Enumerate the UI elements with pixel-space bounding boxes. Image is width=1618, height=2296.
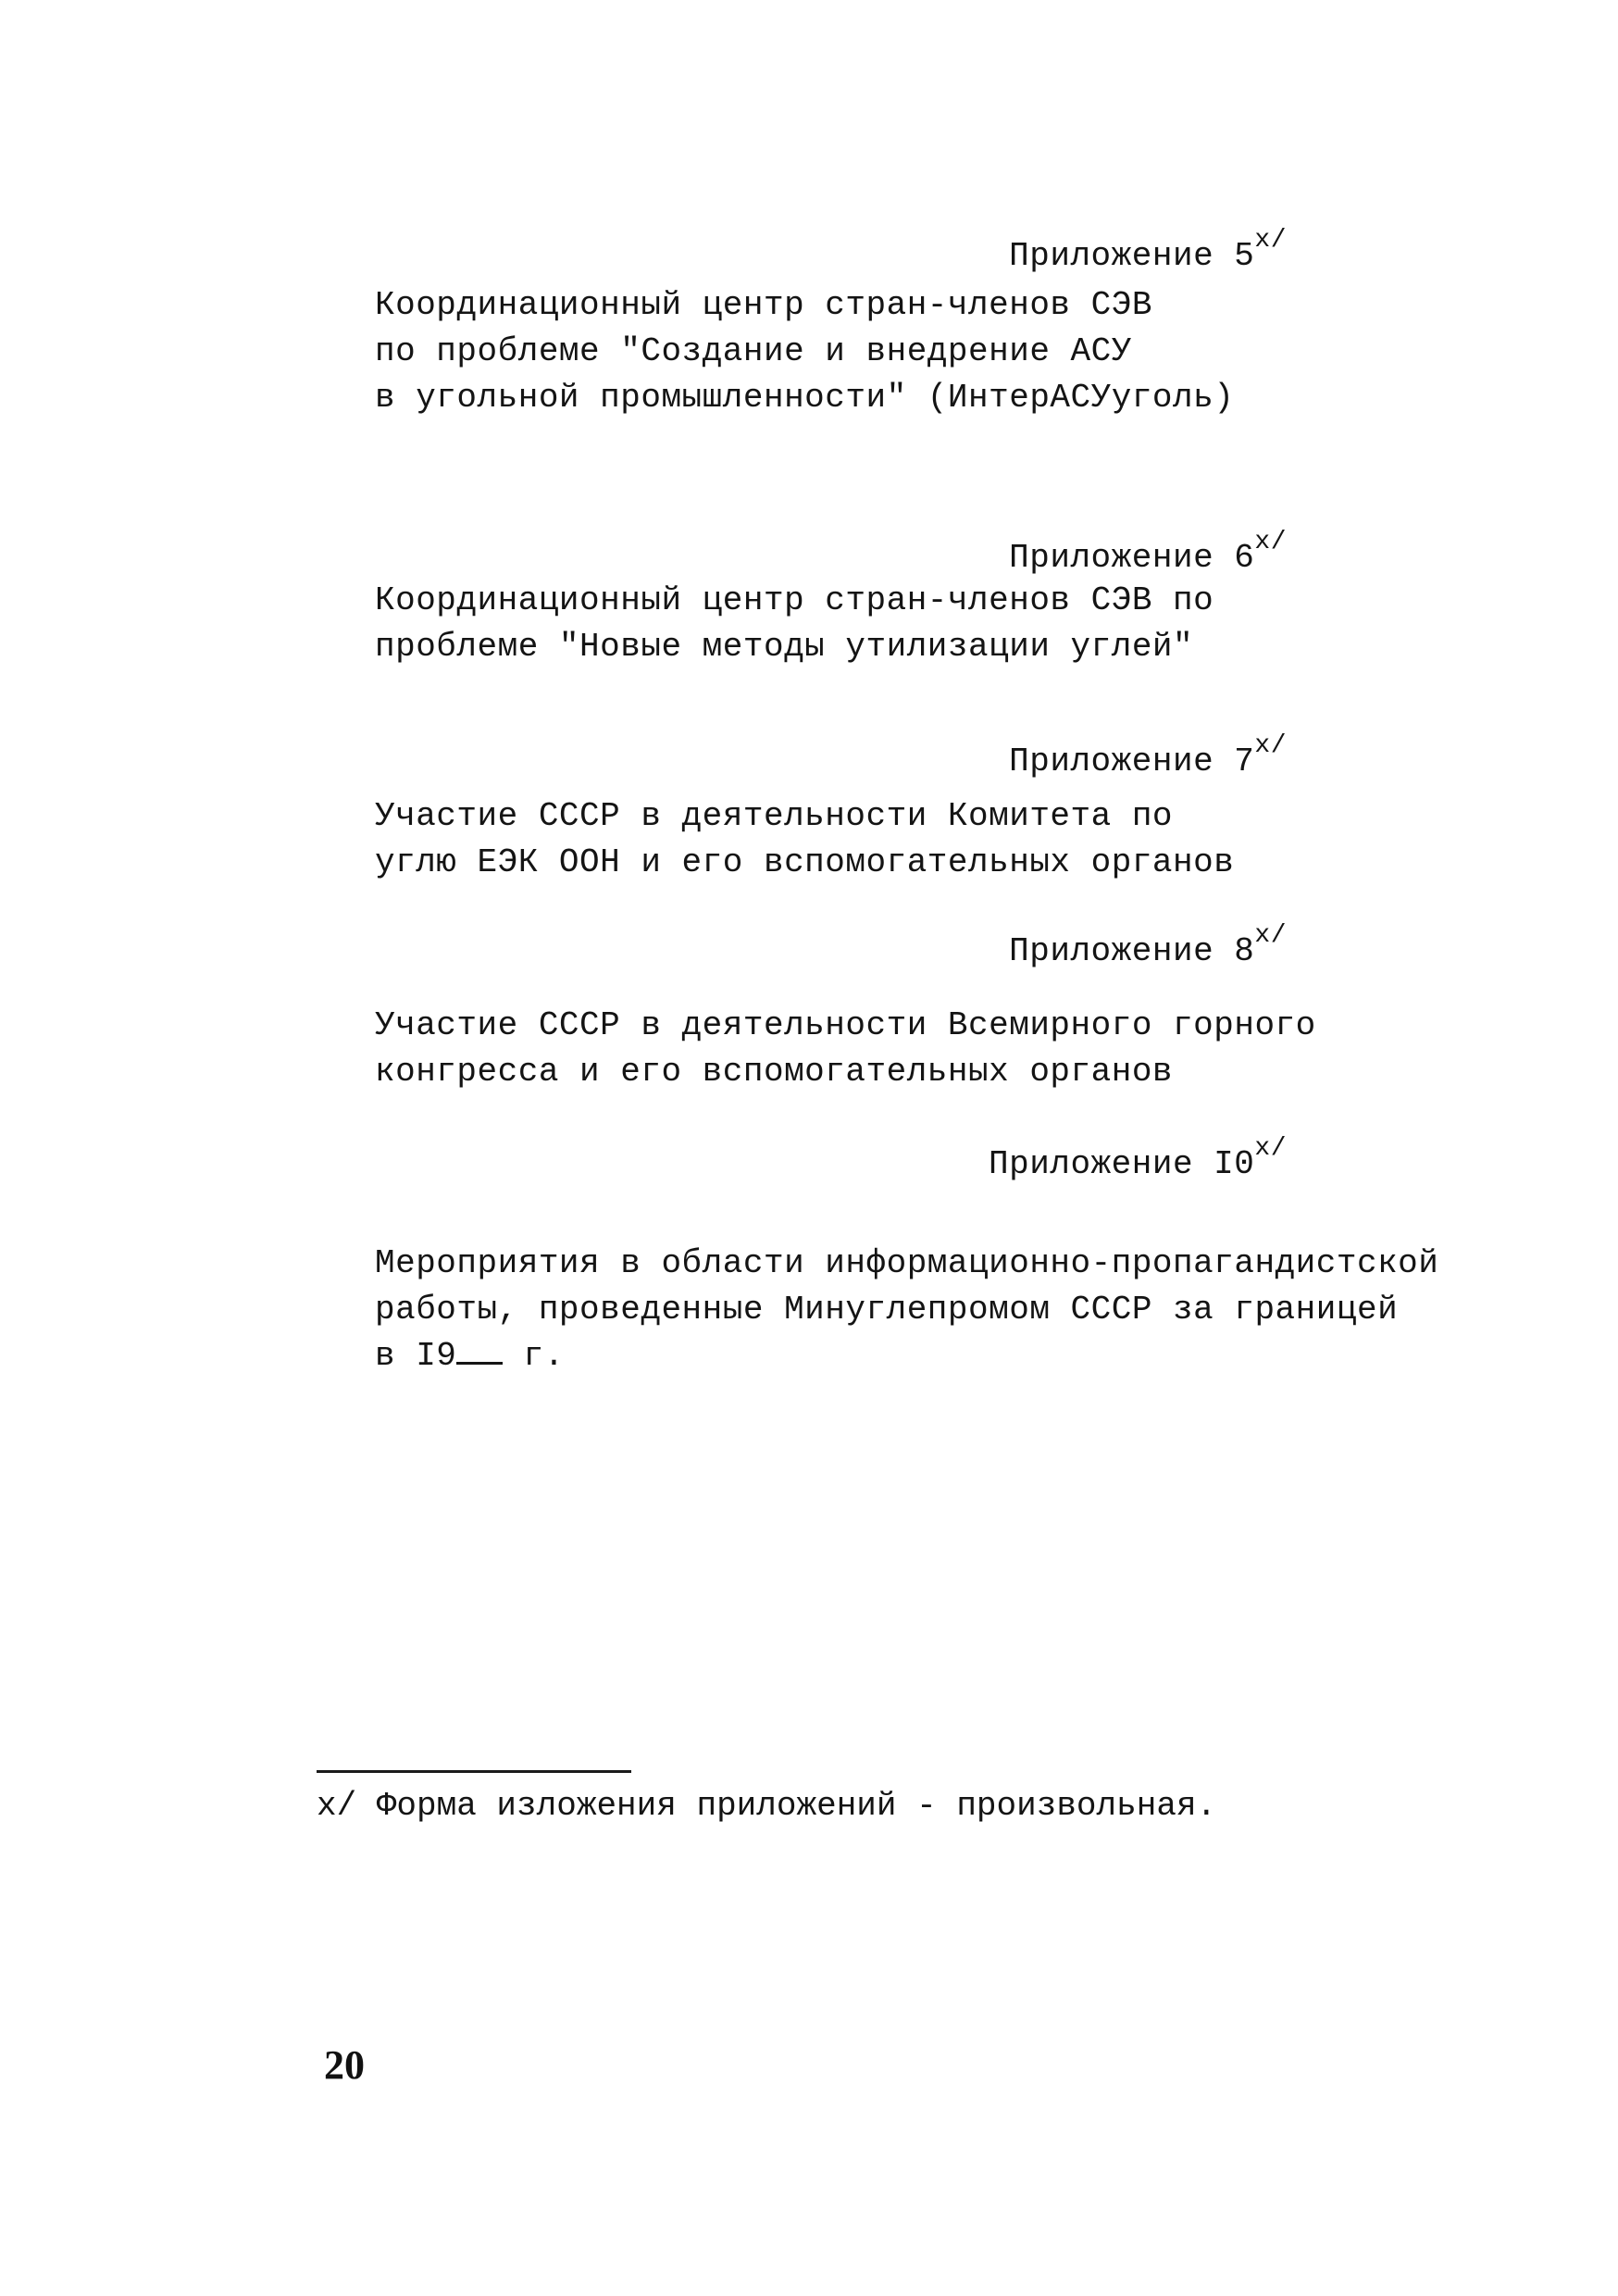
appendix-10-heading [989, 1134, 1287, 1188]
footnote-text: x/ Форма изложения приложений - произвольная. [317, 1787, 1217, 1825]
appendix-7-label: Приложение 7 [1009, 742, 1255, 780]
appendix-7-heading [1009, 731, 1287, 785]
text-line: углю ЕЭК ООН и его вспомогательных органов [375, 843, 1235, 881]
appendix-6-heading [1009, 528, 1287, 581]
text-line: конгресса и его вспомогательных органов [375, 1053, 1174, 1091]
year-suffix: г. [523, 1337, 565, 1375]
appendix-8-heading [1009, 921, 1287, 975]
text-line: по проблеме "Создание и внедрение АСУ [375, 332, 1132, 370]
text-line: Участие СССР в деятельности Комитета по [375, 797, 1174, 835]
footnote-mark: x/ [1254, 528, 1287, 556]
page-number: 20 [324, 2042, 365, 2088]
text-line: работы, проведенные Минуглепромом СССР за границей [375, 1291, 1399, 1329]
appendix-8-text [375, 1003, 1316, 1095]
footnote-divider [317, 1770, 631, 1773]
footnote-mark: x/ [1254, 921, 1287, 950]
footnote-mark: x/ [1254, 1134, 1287, 1163]
text-line: Мероприятия в области информационно-пропагандистской [375, 1244, 1439, 1282]
appendix-6-text [375, 578, 1214, 670]
text-line: Участие СССР в деятельности Всемирного горного [375, 1006, 1316, 1044]
text-line: проблеме "Новые методы утилизации углей" [375, 628, 1194, 666]
appendix-6-label: Приложение 6 [1009, 539, 1255, 577]
footnote-mark: x/ [1254, 731, 1287, 760]
text-line: Координационный центр стран-членов СЭВ [375, 286, 1152, 324]
footnote-mark: x/ [1254, 226, 1287, 255]
appendix-5-text [375, 282, 1234, 421]
year-prefix: в I9 [375, 1337, 457, 1375]
appendix-10-text [375, 1241, 1438, 1379]
year-blank [456, 1334, 503, 1365]
appendix-10-label: Приложение I0 [989, 1145, 1255, 1183]
year-line [375, 1333, 1438, 1379]
appendix-8-label: Приложение 8 [1009, 932, 1255, 970]
text-line: Координационный центр стран-членов СЭВ по [375, 581, 1214, 619]
appendix-7-text [375, 793, 1234, 886]
appendix-5-label: Приложение 5 [1009, 237, 1255, 275]
appendix-5-heading [1009, 226, 1287, 280]
text-line: в угольной промышленности" (ИнтерАСУуголь) [375, 379, 1235, 417]
